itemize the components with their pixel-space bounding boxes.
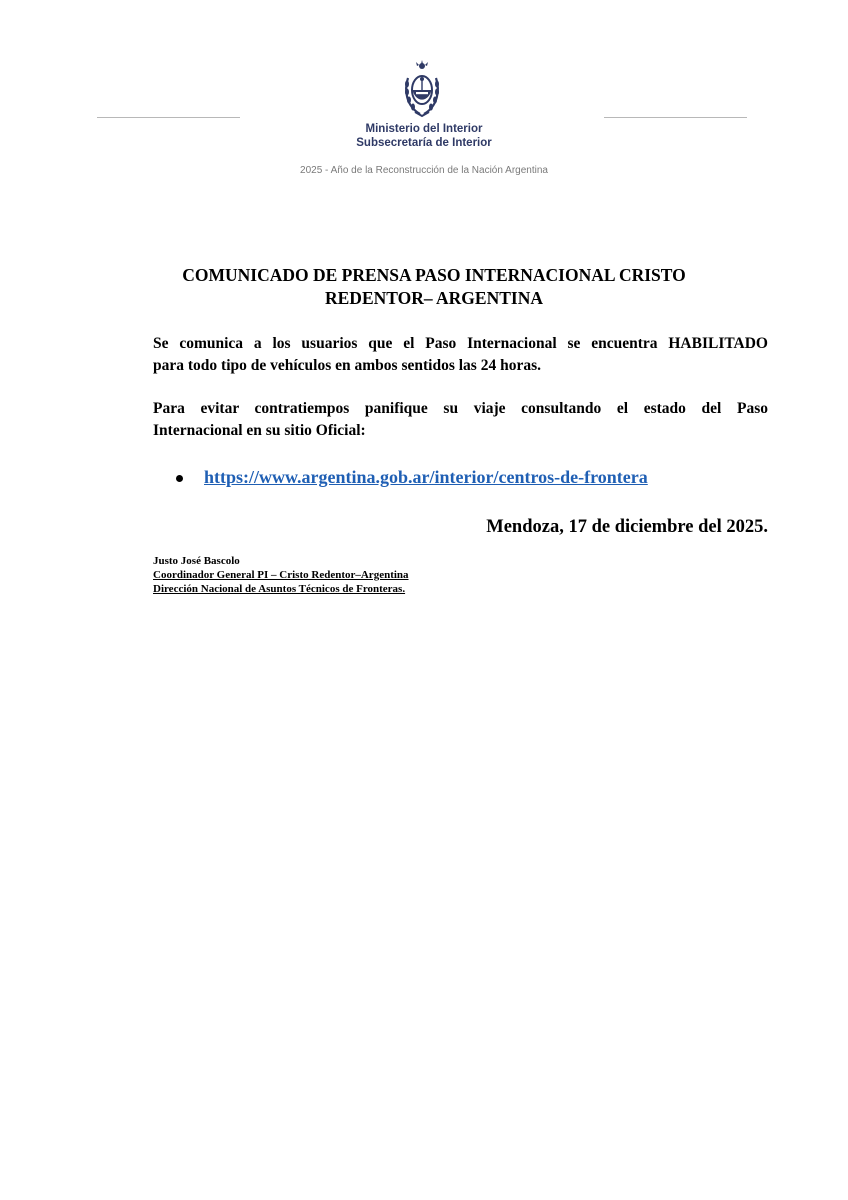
bullet-icon: [176, 475, 183, 482]
official-site-link[interactable]: https://www.argentina.gob.ar/interior/centros-de-frontera: [204, 467, 648, 487]
signatory-name: Justo José Bascolo: [153, 555, 240, 567]
signatory-role: Coordinador General PI – Cristo Redentor–Argentina: [153, 569, 409, 581]
header-divider-right: [604, 117, 747, 118]
signatory-office: Dirección Nacional de Asuntos Técnicos de Fronteras.: [153, 583, 406, 595]
advice-paragraph: [153, 398, 768, 442]
document-title: [120, 264, 748, 310]
status-paragraph-line-1: Se comunica a los usuarios que el Paso Internacional se encuentra HABILITADO: [153, 335, 768, 352]
status-paragraph-line-2: para todo tipo de vehículos en ambos sentidos las 24 horas.: [153, 357, 541, 374]
status-paragraph: [153, 333, 768, 377]
place-and-date: Mendoza, 17 de diciembre del 2025.: [486, 517, 768, 537]
link-list-item: [176, 467, 776, 491]
subsecretary-name: Subsecretaría de Interior: [356, 137, 492, 149]
header-divider-left: [97, 117, 240, 118]
ministry-name: Ministerio del Interior: [365, 123, 483, 135]
title-line-2: REDENTOR– ARGENTINA: [325, 288, 543, 308]
letterhead: [0, 0, 848, 190]
year-motto: 2025 - Año de la Reconstrucción de la Nación Argentina: [300, 165, 548, 176]
advice-paragraph-line-1: Para evitar contratiempos panifique su viaje consultando el estado del Paso: [153, 400, 768, 417]
advice-paragraph-line-2: Internacional en su sitio Oficial:: [153, 422, 366, 439]
coat-of-arms-icon: [402, 60, 442, 118]
title-line-1: COMUNICADO DE PRENSA PASO INTERNACIONAL CRISTO: [182, 265, 686, 285]
